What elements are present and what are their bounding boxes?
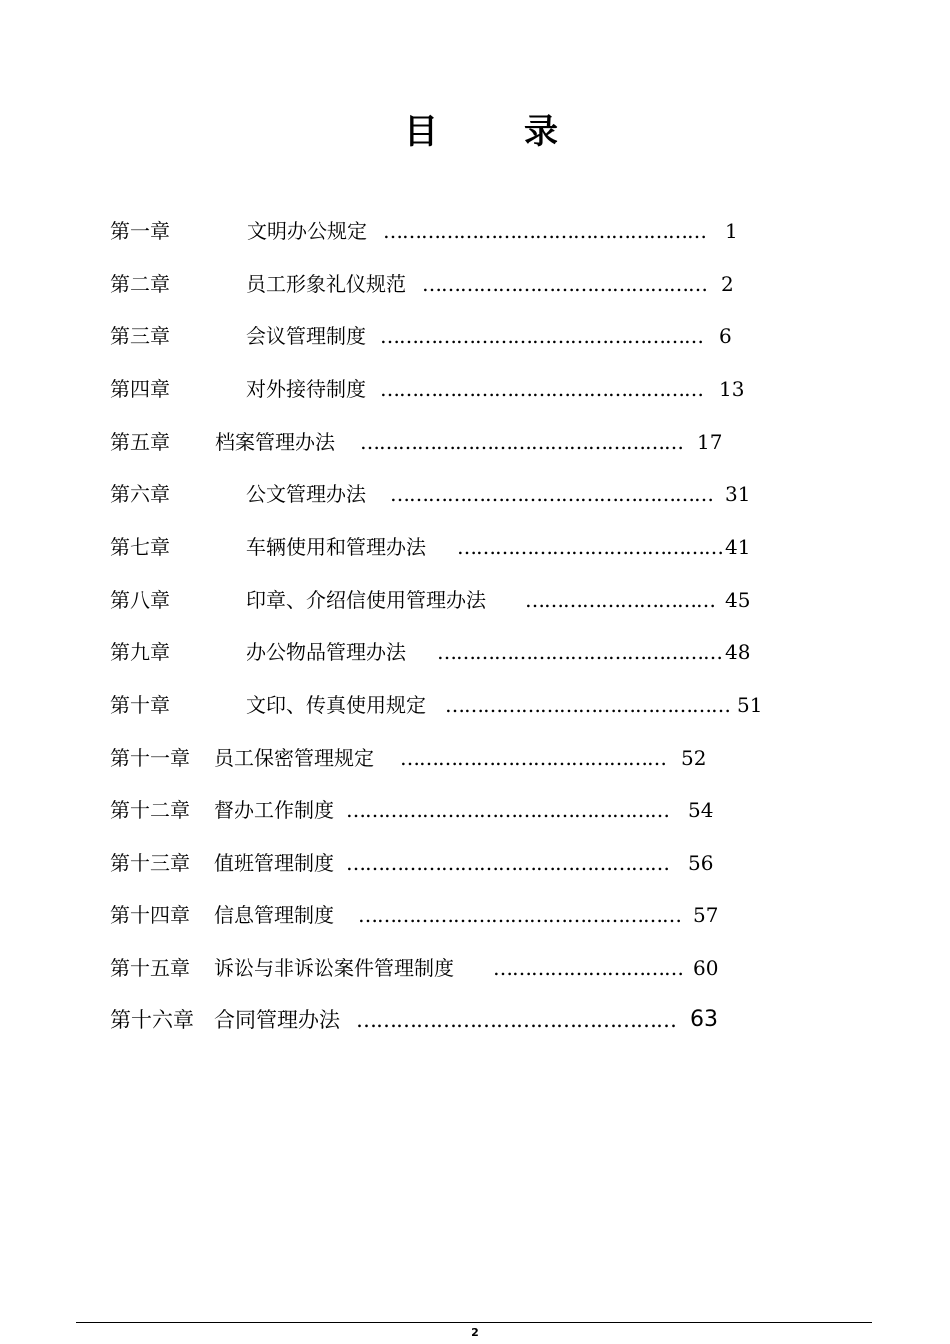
leader-dots: ……………………………………… [437,640,722,664]
chapter-title: 车辆使用和管理办法 [246,535,426,559]
chapter-title: 诉讼与非诉讼案件管理制度 [214,956,454,980]
chapter-label: 第十二章 [110,798,190,822]
chapter-label: 第七章 [110,535,170,559]
chapter-label: 第四章 [110,377,170,401]
page-ref: 63 [690,1007,718,1032]
leader-dots: ……………………………………… [445,693,730,717]
chapter-label: 第十章 [110,693,170,717]
chapter-label: 第十四章 [110,903,190,927]
chapter-title: 档案管理办法 [215,430,335,454]
page-ref: 57 [693,903,719,927]
leader-dots: …………………………………………… [346,798,669,822]
chapter-label: 第二章 [110,272,170,296]
leader-dots: …………………………………………… [390,482,713,506]
chapter-label: 第九章 [110,640,170,664]
chapter-label: 第十五章 [110,956,190,980]
chapter-title: 文印、传真使用规定 [246,693,426,717]
page-ref: 31 [725,482,751,506]
chapter-title: 公文管理办法 [246,482,366,506]
leader-dots: …………………………………………… [383,219,706,243]
page-ref: 17 [697,430,723,454]
chapter-title: 会议管理制度 [246,324,366,348]
chapter-title: 文明办公规定 [247,219,367,243]
leader-dots: …………………………………………… [360,430,683,454]
chapter-title: 对外接待制度 [246,377,366,401]
page-ref: 13 [719,377,745,401]
leader-dots: ……………………………………… [422,272,707,296]
chapter-title: 督办工作制度 [214,798,334,822]
chapter-label: 第一章 [110,219,170,243]
page-ref: 54 [688,798,714,822]
heading-char-1: 目 [404,112,438,152]
chapter-title: 值班管理制度 [214,851,334,875]
chapter-title: 合同管理办法 [214,1008,340,1032]
page-ref: 2 [721,272,734,296]
chapter-label: 第十一章 [110,746,190,770]
page-ref: 48 [725,640,751,664]
chapter-title: 信息管理制度 [214,903,334,927]
leader-dots: …………………………………………… [380,324,703,348]
page-ref: 41 [725,535,751,559]
page-ref: 60 [693,956,719,980]
leader-dots: …………………………………………… [358,903,681,927]
chapter-label: 第十六章 [110,1008,194,1032]
footer-rule [76,1322,872,1323]
page-ref: 6 [719,324,732,348]
chapter-label: 第六章 [110,482,170,506]
page-ref: 45 [725,588,751,612]
page-ref: 52 [681,746,707,770]
chapter-title: 印章、介绍信使用管理办法 [246,588,486,612]
leader-dots: …………………………………… [457,535,723,559]
page-ref: 56 [688,851,714,875]
heading-char-2: 录 [524,112,558,152]
chapter-title: 办公物品管理办法 [246,640,406,664]
page-ref: 1 [725,219,738,243]
leader-dots: …………………………………………… [380,377,703,401]
chapter-title: 员工保密管理规定 [214,746,374,770]
chapter-label: 第五章 [110,430,170,454]
leader-dots: ………………………… [493,956,683,980]
chapter-label: 第十三章 [110,851,190,875]
chapter-label: 第三章 [110,324,170,348]
chapter-title: 员工形象礼仪规范 [246,272,406,296]
leader-dots: …………………………………………… [346,851,669,875]
page-ref: 51 [737,693,763,717]
page-number: 2 [471,1326,479,1339]
leader-dots: ………………………………………… [356,1008,676,1032]
chapter-label: 第八章 [110,588,170,612]
leader-dots: ………………………… [525,588,715,612]
leader-dots: …………………………………… [400,746,666,770]
